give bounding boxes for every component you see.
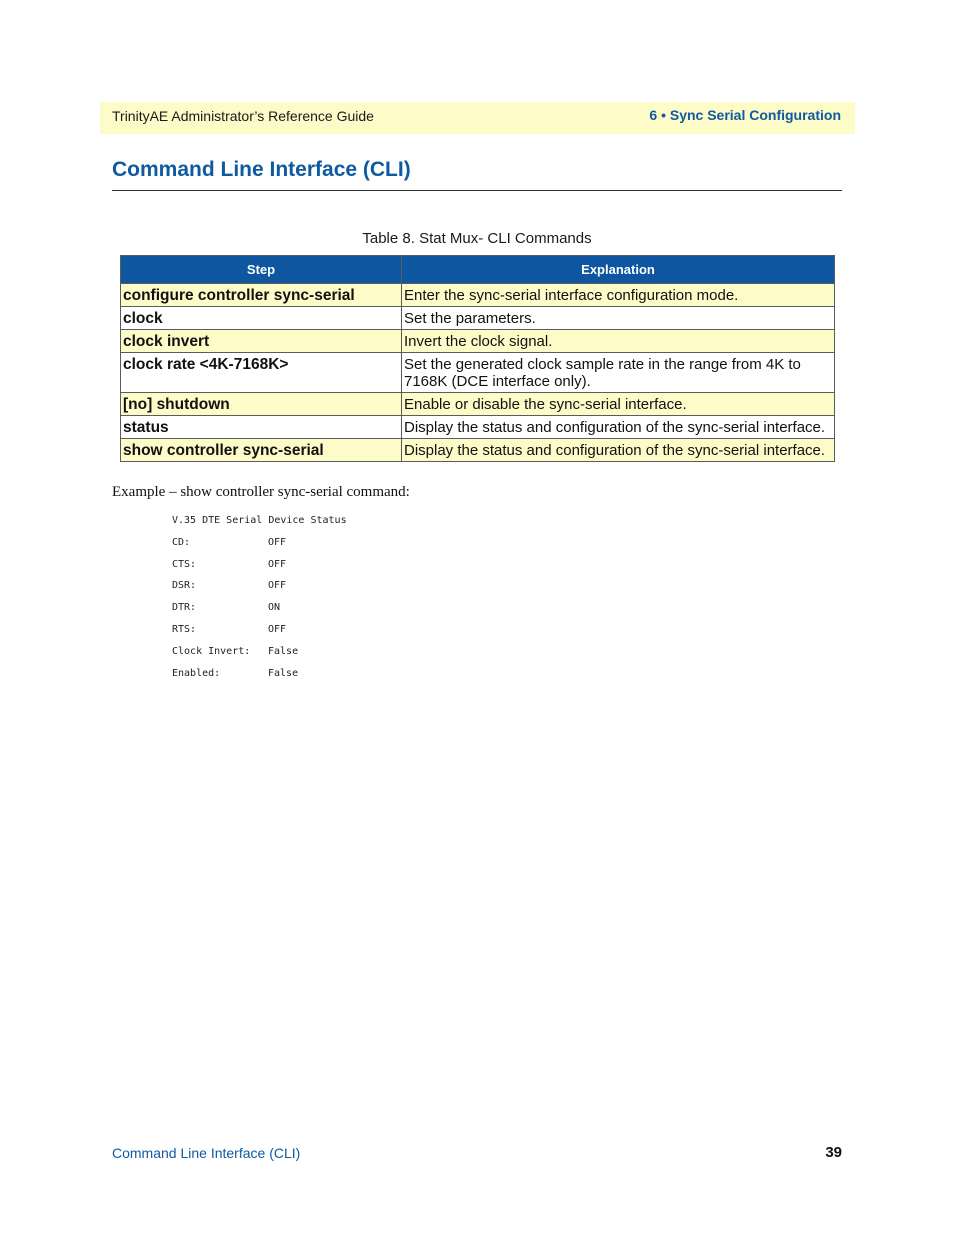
status-field-value: OFF <box>268 558 287 570</box>
status-field-value: OFF <box>268 623 287 635</box>
status-field-name: Enabled: <box>172 667 221 679</box>
command-step-cell: clock rate <4K-7168K> <box>121 353 402 393</box>
command-explanation-cell: Display the status and configuration of the sync-serial interface. <box>402 416 835 439</box>
command-step-cell: configure controller sync-serial <box>121 284 402 307</box>
command-step-cell: status <box>121 416 402 439</box>
status-field-name: CD: <box>172 536 191 548</box>
status-field-value: ON <box>268 602 281 614</box>
code-line <box>172 667 347 689</box>
status-field-value: False <box>268 645 299 657</box>
guide-title: TrinityAE Administrator’s Reference Guide <box>112 108 374 124</box>
command-step-cell: clock invert <box>121 330 402 353</box>
cli-output-block <box>172 514 347 688</box>
running-header <box>100 102 855 134</box>
page-title: Command Line Interface (CLI) <box>112 158 411 181</box>
command-step-cell: clock <box>121 307 402 330</box>
table-row <box>121 439 835 462</box>
status-field-name: CTS: <box>172 558 197 570</box>
status-field-value: False <box>268 667 299 679</box>
command-explanation-cell: Set the generated clock sample rate in the range from 4K to 7168K (DCE interface only). <box>402 353 835 393</box>
table-row <box>121 393 835 416</box>
code-line <box>172 623 347 645</box>
footer-section-title: Command Line Interface (CLI) <box>112 1145 301 1161</box>
command-explanation-cell: Invert the clock signal. <box>402 330 835 353</box>
command-explanation-cell: Enter the sync-serial interface configuration mode. <box>402 284 835 307</box>
status-field-name: DSR: <box>172 580 197 592</box>
page-number: 39 <box>825 1144 842 1161</box>
code-title-line: V.35 DTE Serial Device Status <box>172 515 347 526</box>
code-line <box>172 601 347 623</box>
command-explanation-cell: Display the status and configuration of the sync-serial interface. <box>402 439 835 462</box>
table-body <box>121 284 835 462</box>
command-explanation-cell: Set the parameters. <box>402 307 835 330</box>
status-field-value: OFF <box>268 536 287 548</box>
cli-commands-table <box>120 255 835 462</box>
title-divider <box>112 190 842 191</box>
status-field-name: RTS: <box>172 623 197 635</box>
column-header-step: Step <box>121 256 402 284</box>
code-line <box>172 558 347 580</box>
table-row <box>121 416 835 439</box>
status-field-name: DTR: <box>172 602 197 614</box>
code-line <box>172 579 347 601</box>
column-header-explanation: Explanation <box>402 256 835 284</box>
table-row <box>121 307 835 330</box>
code-line <box>172 645 347 667</box>
table-row <box>121 353 835 393</box>
table-row <box>121 330 835 353</box>
table-row <box>121 284 835 307</box>
command-step-cell: show controller sync-serial <box>121 439 402 462</box>
status-field-value: OFF <box>268 580 287 592</box>
table-caption: Table 8. Stat Mux- CLI Commands <box>362 230 592 247</box>
code-line <box>172 536 347 558</box>
status-field-name: Clock Invert: <box>172 645 251 657</box>
command-step-cell: [no] shutdown <box>121 393 402 416</box>
table-header-row <box>121 256 835 284</box>
chapter-title: 6 • Sync Serial Configuration <box>649 107 841 123</box>
command-explanation-cell: Enable or disable the sync-serial interface. <box>402 393 835 416</box>
example-heading: Example – show controller sync-serial command: <box>112 484 410 500</box>
